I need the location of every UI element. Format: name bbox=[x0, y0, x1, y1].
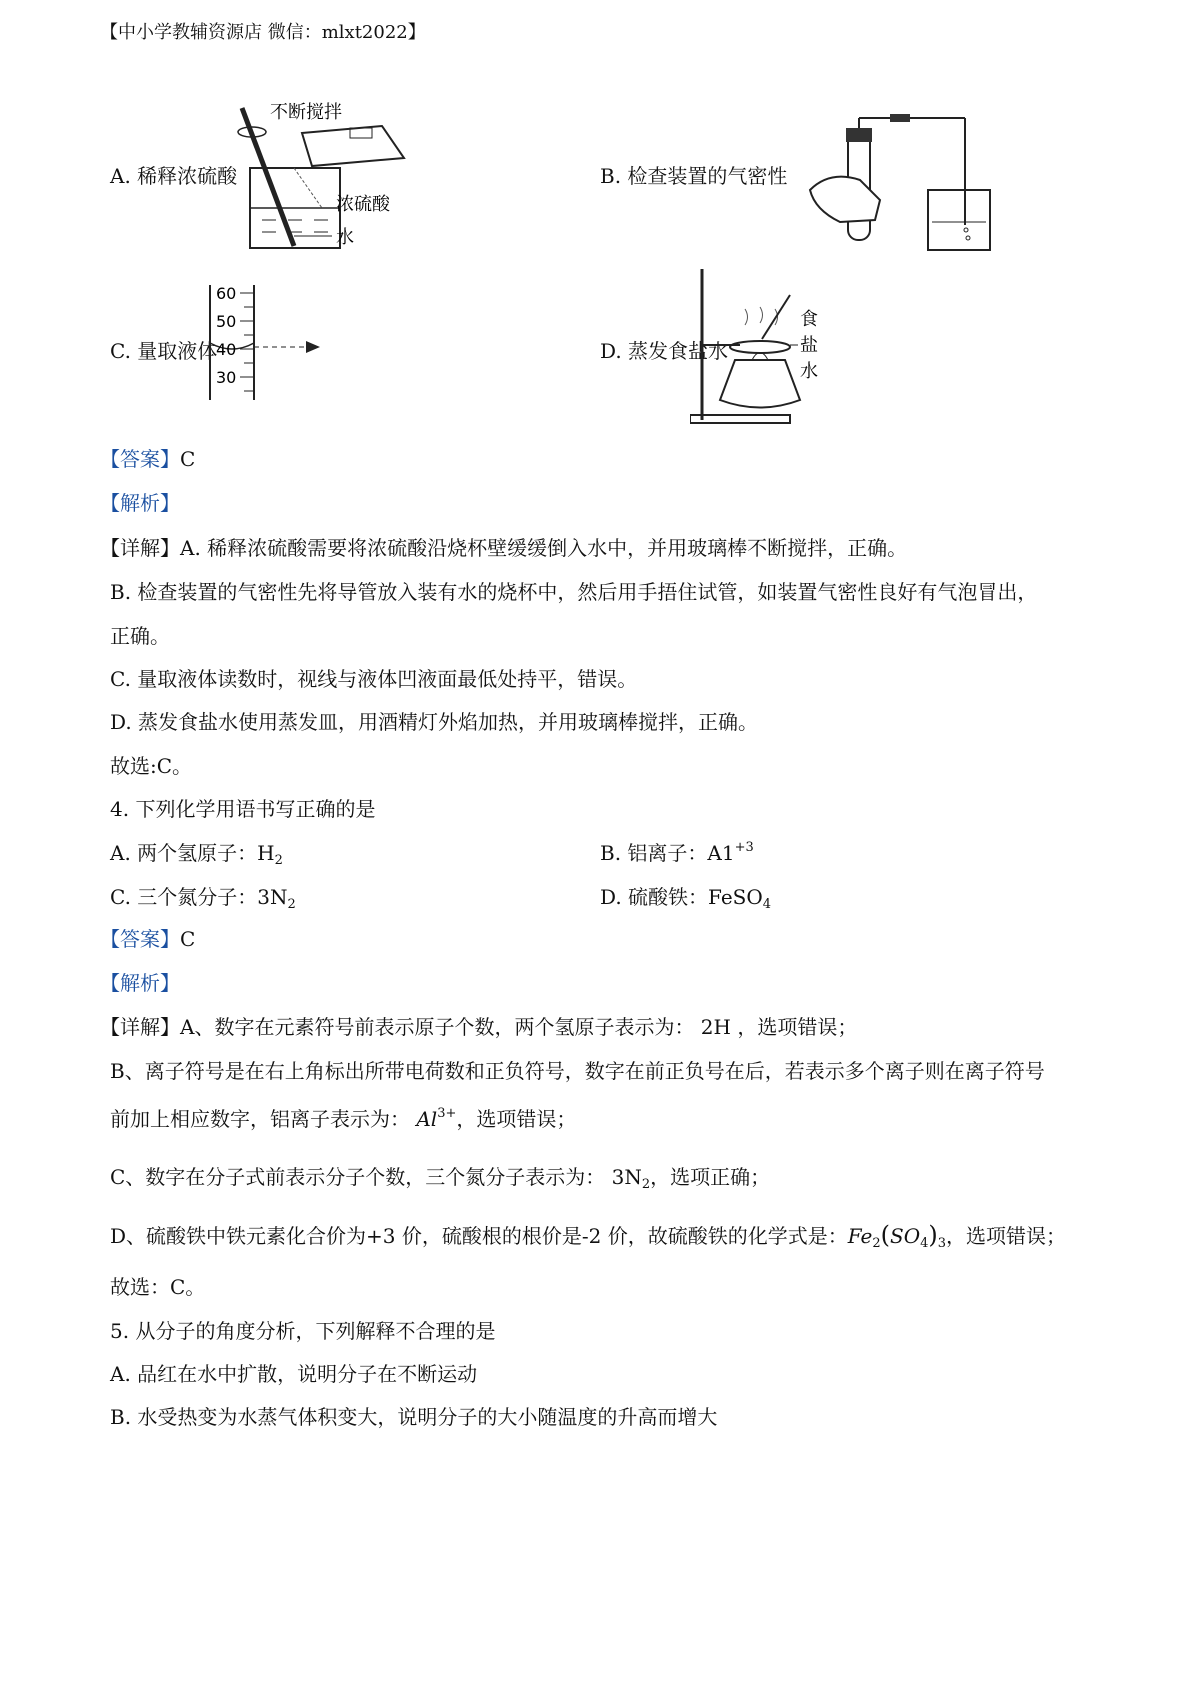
analysis-tag: 【解析】 bbox=[100, 971, 180, 995]
answer-tag: 【答案】 bbox=[100, 447, 180, 471]
formula-fe-sub: 2 bbox=[872, 1236, 881, 1251]
q4-choose: 故选：C。 bbox=[110, 1275, 206, 1299]
q3-detail-4: D. 蒸发食盐水使用蒸发皿，用酒精灯外焰加热，并用玻璃棒搅拌，正确。 bbox=[110, 710, 759, 734]
q4-detail-2b bbox=[110, 1103, 576, 1132]
q3-detail-2b: 正确。 bbox=[110, 624, 170, 648]
q3-answer bbox=[100, 443, 195, 472]
figC-tick-50: 50 bbox=[216, 312, 237, 331]
q4-d4-post: ，选项错误； bbox=[946, 1224, 1067, 1248]
q4-d-sub: 4 bbox=[762, 897, 772, 912]
q3-detail-3: C. 量取液体读数时，视线与液体凹液面最低处持平，错误。 bbox=[110, 667, 638, 691]
q4-d-text: D. 硫酸铁：FeSO bbox=[600, 885, 763, 909]
detail-text: A. 稀释浓硫酸需要将浓硫酸沿烧杯壁缓缓倒入水中，并用玻璃棒不断搅拌，正确。 bbox=[180, 536, 908, 560]
q4-d2b-pre: 前加上相应数字，铝离子表示为： bbox=[110, 1107, 410, 1131]
formula-so: SO bbox=[890, 1224, 921, 1248]
figure-dilute-acid bbox=[232, 98, 432, 258]
q5-stem: 5. 从分子的角度分析，下列解释不合理的是 bbox=[110, 1319, 496, 1343]
answer-value: C bbox=[180, 447, 196, 471]
q3-choose: 故选:C。 bbox=[110, 754, 193, 778]
q4-option-a bbox=[110, 837, 283, 868]
q3-option-b: B. 检查装置的气密性 bbox=[600, 164, 788, 188]
q4-option-d bbox=[600, 881, 771, 912]
formula-group-sub: 3 bbox=[937, 1236, 947, 1251]
q4-b-text: B. 铝离子：A1 bbox=[600, 841, 735, 865]
detail-tag: 【详解】 bbox=[100, 536, 180, 560]
figC-tick-40: 40 bbox=[216, 340, 237, 359]
q4-d3-sub: 2 bbox=[641, 1177, 651, 1192]
q4-d4-pre: D、硫酸铁中铁元素化合价为+3 价，硫酸根的根价是-2 价，故硫酸铁的化学式是： bbox=[110, 1224, 848, 1248]
q4-detail-4: D、硫酸铁中铁元素化合价为+3 价，硫酸根的根价是-2 价，故硫酸铁的化学式是：$Fe_2(SO_4)_3$，选项错误； bbox=[110, 1221, 1067, 1251]
figC-tick-30: 30 bbox=[216, 368, 237, 387]
answer-tag: 【答案】 bbox=[100, 927, 180, 951]
q5-option-a: A. 品红在水中扩散，说明分子在不断运动 bbox=[110, 1362, 478, 1386]
formula-so-sub: 4 bbox=[920, 1236, 929, 1251]
q4-detail-2a: B、离子符号是在右上角标出所带电荷数和正负符号，数字在前正负号在后，若表示多个离子则在离子符号 bbox=[110, 1059, 1045, 1083]
q4-option-c bbox=[110, 881, 296, 912]
q3-detail-2a: B. 检查装置的气密性先将导管放入装有水的烧杯中，然后用手捂住试管，如装置气密性良好有气泡冒出， bbox=[110, 580, 1038, 604]
analysis-tag: 【解析】 bbox=[100, 491, 180, 515]
q4-d3-post: ，选项正确； bbox=[650, 1165, 771, 1189]
q4-stem: 4. 下列化学用语书写正确的是 bbox=[110, 797, 376, 821]
q3-detail-1 bbox=[100, 532, 907, 561]
eye-icon bbox=[306, 341, 320, 353]
q4-c-sub: 2 bbox=[287, 897, 296, 912]
q3-analysis bbox=[100, 487, 180, 516]
q5-option-b: B. 水受热变为水蒸气体积变大，说明分子的大小随温度的升高而增大 bbox=[110, 1405, 718, 1429]
header-watermark: 【中小学教辅资源店 微信：mlxt2022】 bbox=[100, 22, 426, 43]
figA-water-label: 水 bbox=[336, 227, 354, 248]
answer-value: C bbox=[180, 927, 196, 951]
q3-option-c: C. 量取液体 bbox=[110, 339, 218, 363]
q4-detail-3 bbox=[110, 1161, 770, 1192]
q4-a-text: A. 两个氢原子：H bbox=[110, 841, 275, 865]
q4-d3-pre: C、数字在分子式前表示分子个数，三个氮分子表示为： 3N bbox=[110, 1165, 642, 1189]
formula-al-sup: 3+ bbox=[437, 1106, 457, 1121]
q4-c-text: C. 三个氮分子：3N bbox=[110, 885, 288, 909]
q4-d2b-post: ，选项错误； bbox=[456, 1107, 577, 1131]
q4-detail-1 bbox=[100, 1011, 857, 1040]
figD-char-1: 食 bbox=[800, 309, 818, 330]
figD-char-2: 盐 bbox=[800, 335, 818, 356]
formula-al: Al bbox=[416, 1107, 438, 1131]
q4-b-sup: +3 bbox=[734, 840, 754, 855]
detail-text: A、数字在元素符号前表示原子个数，两个氢原子表示为： 2H ，选项错误； bbox=[180, 1015, 858, 1039]
figure-evaporation bbox=[690, 265, 870, 430]
q4-a-sub: 2 bbox=[274, 853, 283, 868]
figA-acid-label: 浓硫酸 bbox=[336, 194, 390, 215]
q4-answer bbox=[100, 923, 195, 952]
q3-option-d: D. 蒸发食盐水 bbox=[600, 339, 729, 363]
formula-fe: Fe bbox=[847, 1224, 873, 1248]
figC-tick-60: 60 bbox=[216, 285, 237, 303]
figA-stir-label: 不断搅拌 bbox=[270, 102, 342, 123]
detail-tag: 【详解】 bbox=[100, 1015, 180, 1039]
figure-measure-liquid bbox=[208, 285, 338, 405]
q4-option-b bbox=[600, 837, 754, 866]
q4-analysis bbox=[100, 967, 180, 996]
figure-airtightness bbox=[800, 110, 1000, 260]
figD-char-3: 水 bbox=[800, 361, 818, 382]
q3-option-a: A. 稀释浓硫酸 bbox=[110, 164, 238, 188]
